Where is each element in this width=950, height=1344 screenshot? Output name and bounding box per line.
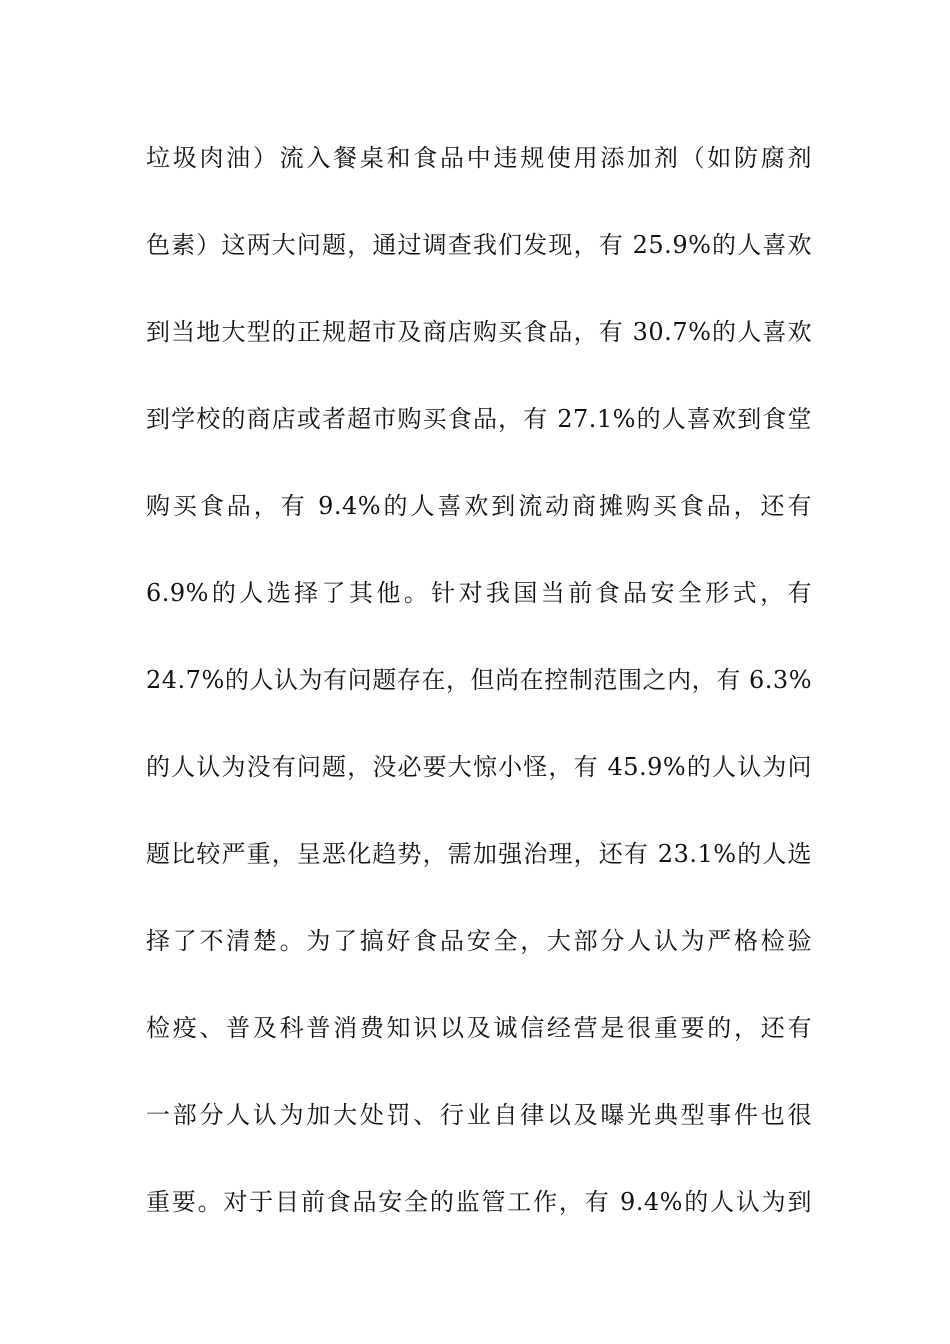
text-line: 垃圾肉油）流入餐桌和食品中违规使用添加剂（如防腐剂 [146, 144, 812, 172]
text-line: 检疫、普及科普消费知识以及诚信经营是很重要的，还有 [146, 1014, 812, 1042]
text-line: 择了不清楚。为了搞好食品安全，大部分人认为严格检验 [146, 927, 812, 955]
text-line: 的人认为没有问题，没必要大惊小怪，有 45.9%的人认为问 [146, 753, 812, 781]
text-line: 到学校的商店或者超市购买食品，有 27.1%的人喜欢到食堂 [146, 405, 812, 433]
text-line: 6.9%的人选择了其他。针对我国当前食品安全形式，有 [146, 579, 812, 607]
text-line: 题比较严重，呈恶化趋势，需加强治理，还有 23.1%的人选 [146, 840, 812, 868]
text-line: 24.7%的人认为有问题存在，但尚在控制范围之内，有 6.3% [146, 666, 812, 694]
text-line: 重要。对于目前食品安全的监管工作，有 9.4%的人认为到 [146, 1188, 812, 1216]
text-line: 一部分人认为加大处罚、行业自律以及曝光典型事件也很 [146, 1101, 812, 1129]
body-paragraph [146, 138, 812, 1269]
text-line: 色素）这两大问题，通过调查我们发现，有 25.9%的人喜欢 [146, 231, 812, 259]
text-line: 购买食品，有 9.4%的人喜欢到流动商摊购买食品，还有 [146, 492, 812, 520]
text-line: 到当地大型的正规超市及商店购买食品，有 30.7%的人喜欢 [146, 318, 812, 346]
